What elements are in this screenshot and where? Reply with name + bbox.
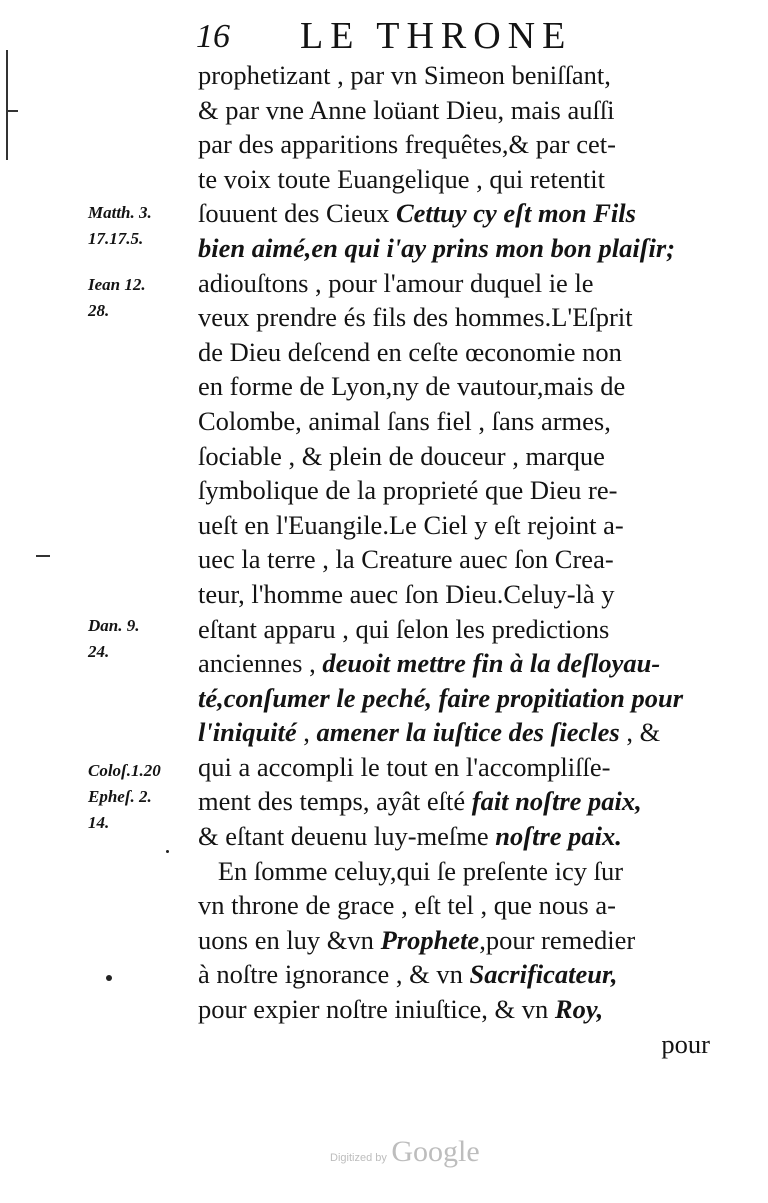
text-line bbox=[198, 93, 710, 128]
watermark-small: Digitized by bbox=[330, 1152, 387, 1164]
text-run: vn throne de grace , eſt tel , que nous a- bbox=[198, 890, 616, 921]
left-edge-mark bbox=[6, 50, 8, 160]
text-line bbox=[198, 473, 710, 508]
left-edge-tick bbox=[8, 110, 18, 112]
text-line bbox=[198, 577, 710, 612]
text-run: anciennes , bbox=[198, 648, 323, 679]
text-run: En ſomme celuy,qui ſe preſente icy ſur bbox=[198, 855, 624, 886]
text-run: ueſt en l'Euangile.Le Ciel y eſt rejoint a- bbox=[198, 509, 624, 540]
text-line bbox=[198, 162, 710, 197]
margin-note: Matth. 3. bbox=[88, 203, 152, 222]
italic-text-run: amener la iuſtice des ſiecles bbox=[316, 717, 620, 748]
italic-text-run: té,conſumer le peché, faire propitiation pour bbox=[198, 682, 684, 713]
text-run: Colombe, animal ſans fiel , ſans armes, bbox=[198, 405, 611, 436]
text-run: ſymbolique de la proprieté que Dieu re- bbox=[198, 475, 618, 506]
margin-note: 24. bbox=[88, 642, 110, 661]
text-line bbox=[198, 854, 710, 889]
text-line bbox=[198, 1027, 710, 1062]
margin-note: 17.17.5. bbox=[88, 229, 144, 248]
text-line bbox=[198, 58, 710, 93]
text-line bbox=[198, 715, 710, 750]
margin-note: 28. bbox=[88, 301, 110, 320]
page-header bbox=[190, 14, 710, 62]
text-run: ſouuent des Cieux bbox=[198, 198, 396, 229]
text-line bbox=[198, 439, 710, 474]
text-run: uec la terre , la Creature auec ſon Crea- bbox=[198, 544, 614, 575]
body-text bbox=[198, 58, 710, 1061]
watermark-logo: Google bbox=[391, 1135, 480, 1168]
left-edge-tick bbox=[36, 555, 50, 557]
text-run: , bbox=[296, 717, 317, 748]
text-run: , & bbox=[619, 717, 661, 748]
text-line bbox=[198, 784, 710, 819]
text-run: ſociable , & plein de douceur , marque bbox=[198, 440, 605, 471]
text-run: de Dieu deſcend en ceſte œconomie non bbox=[198, 336, 622, 367]
margin-note: 14. bbox=[88, 813, 110, 832]
text-line bbox=[198, 992, 710, 1027]
text-line bbox=[198, 612, 710, 647]
text-line bbox=[198, 404, 710, 439]
text-run: adiouſtons , pour l'amour duquel ie le bbox=[198, 267, 594, 298]
text-run: te voix toute Euangelique , qui retentit bbox=[198, 163, 605, 194]
text-line bbox=[198, 335, 710, 370]
text-line bbox=[198, 127, 710, 162]
margin-note: Epheſ. 2. bbox=[88, 787, 152, 806]
text-line bbox=[198, 819, 710, 854]
text-run: pour expier noſtre iniuſtice, & vn bbox=[198, 994, 555, 1025]
text-line bbox=[198, 266, 710, 301]
text-run: ment des temps, ayât eſté bbox=[198, 786, 472, 817]
italic-text-run: Prophete bbox=[380, 924, 480, 955]
italic-text-run: fait noſtre paix, bbox=[471, 786, 642, 817]
margin-note: Dan. 9. bbox=[88, 616, 140, 635]
text-line bbox=[198, 196, 710, 231]
text-line bbox=[198, 300, 710, 335]
italic-text-run: bien aimé,en qui i'ay prins mon bon plaiſir; bbox=[198, 232, 676, 263]
stray-ink-dot bbox=[166, 850, 169, 853]
text-line bbox=[198, 508, 710, 543]
italic-text-run: deuoit mettre fin à la deſloyau- bbox=[322, 648, 661, 679]
text-line bbox=[198, 923, 710, 958]
italic-text-run: noſtre paix. bbox=[495, 821, 622, 852]
text-line bbox=[198, 646, 710, 681]
text-line bbox=[198, 681, 710, 716]
italic-text-run: Roy, bbox=[554, 994, 604, 1025]
text-run: veux prendre és fils des hommes.L'Eſprit bbox=[198, 302, 633, 333]
margin-note: Iean 12. bbox=[88, 275, 146, 294]
text-line bbox=[198, 231, 710, 266]
text-line bbox=[198, 957, 710, 992]
text-run: prophetizant , par vn Simeon beniſſant, bbox=[198, 60, 611, 90]
text-run: & par vne Anne loüant Dieu, mais auſſi bbox=[198, 94, 615, 125]
running-title: LE THRONE bbox=[300, 15, 573, 57]
text-run: à noſtre ignorance , & vn bbox=[198, 959, 470, 990]
margin-note: Coloſ.1.20 bbox=[88, 761, 161, 780]
text-run: par des apparitions frequêtes,& par cet- bbox=[198, 129, 616, 160]
text-run: en forme de Lyon,ny de vautour,mais de bbox=[198, 371, 626, 402]
italic-text-run: Sacrificateur, bbox=[469, 959, 618, 990]
text-run: ,pour remedier bbox=[479, 924, 636, 955]
page-number: 16 bbox=[196, 18, 230, 55]
text-run: & eſtant deuenu luy-meſme bbox=[198, 821, 496, 852]
text-line bbox=[198, 542, 710, 577]
italic-text-run: l'iniquité bbox=[198, 717, 297, 748]
text-run: uons en luy &vn bbox=[198, 924, 381, 955]
text-run: qui a accompli le tout en l'accompliſſe- bbox=[198, 751, 611, 782]
text-line bbox=[198, 750, 710, 785]
italic-text-run: Cettuy cy eſt mon Fils bbox=[396, 198, 636, 229]
text-run: teur, l'homme auec ſon Dieu.Celuy-là y bbox=[198, 578, 615, 609]
stray-ink-dot bbox=[106, 975, 112, 981]
digitized-watermark bbox=[330, 1135, 510, 1169]
text-line bbox=[198, 888, 710, 923]
text-line bbox=[198, 369, 710, 404]
text-run: eſtant apparu , qui ſelon les predictions bbox=[198, 613, 610, 644]
text-run: pour bbox=[661, 1028, 710, 1059]
